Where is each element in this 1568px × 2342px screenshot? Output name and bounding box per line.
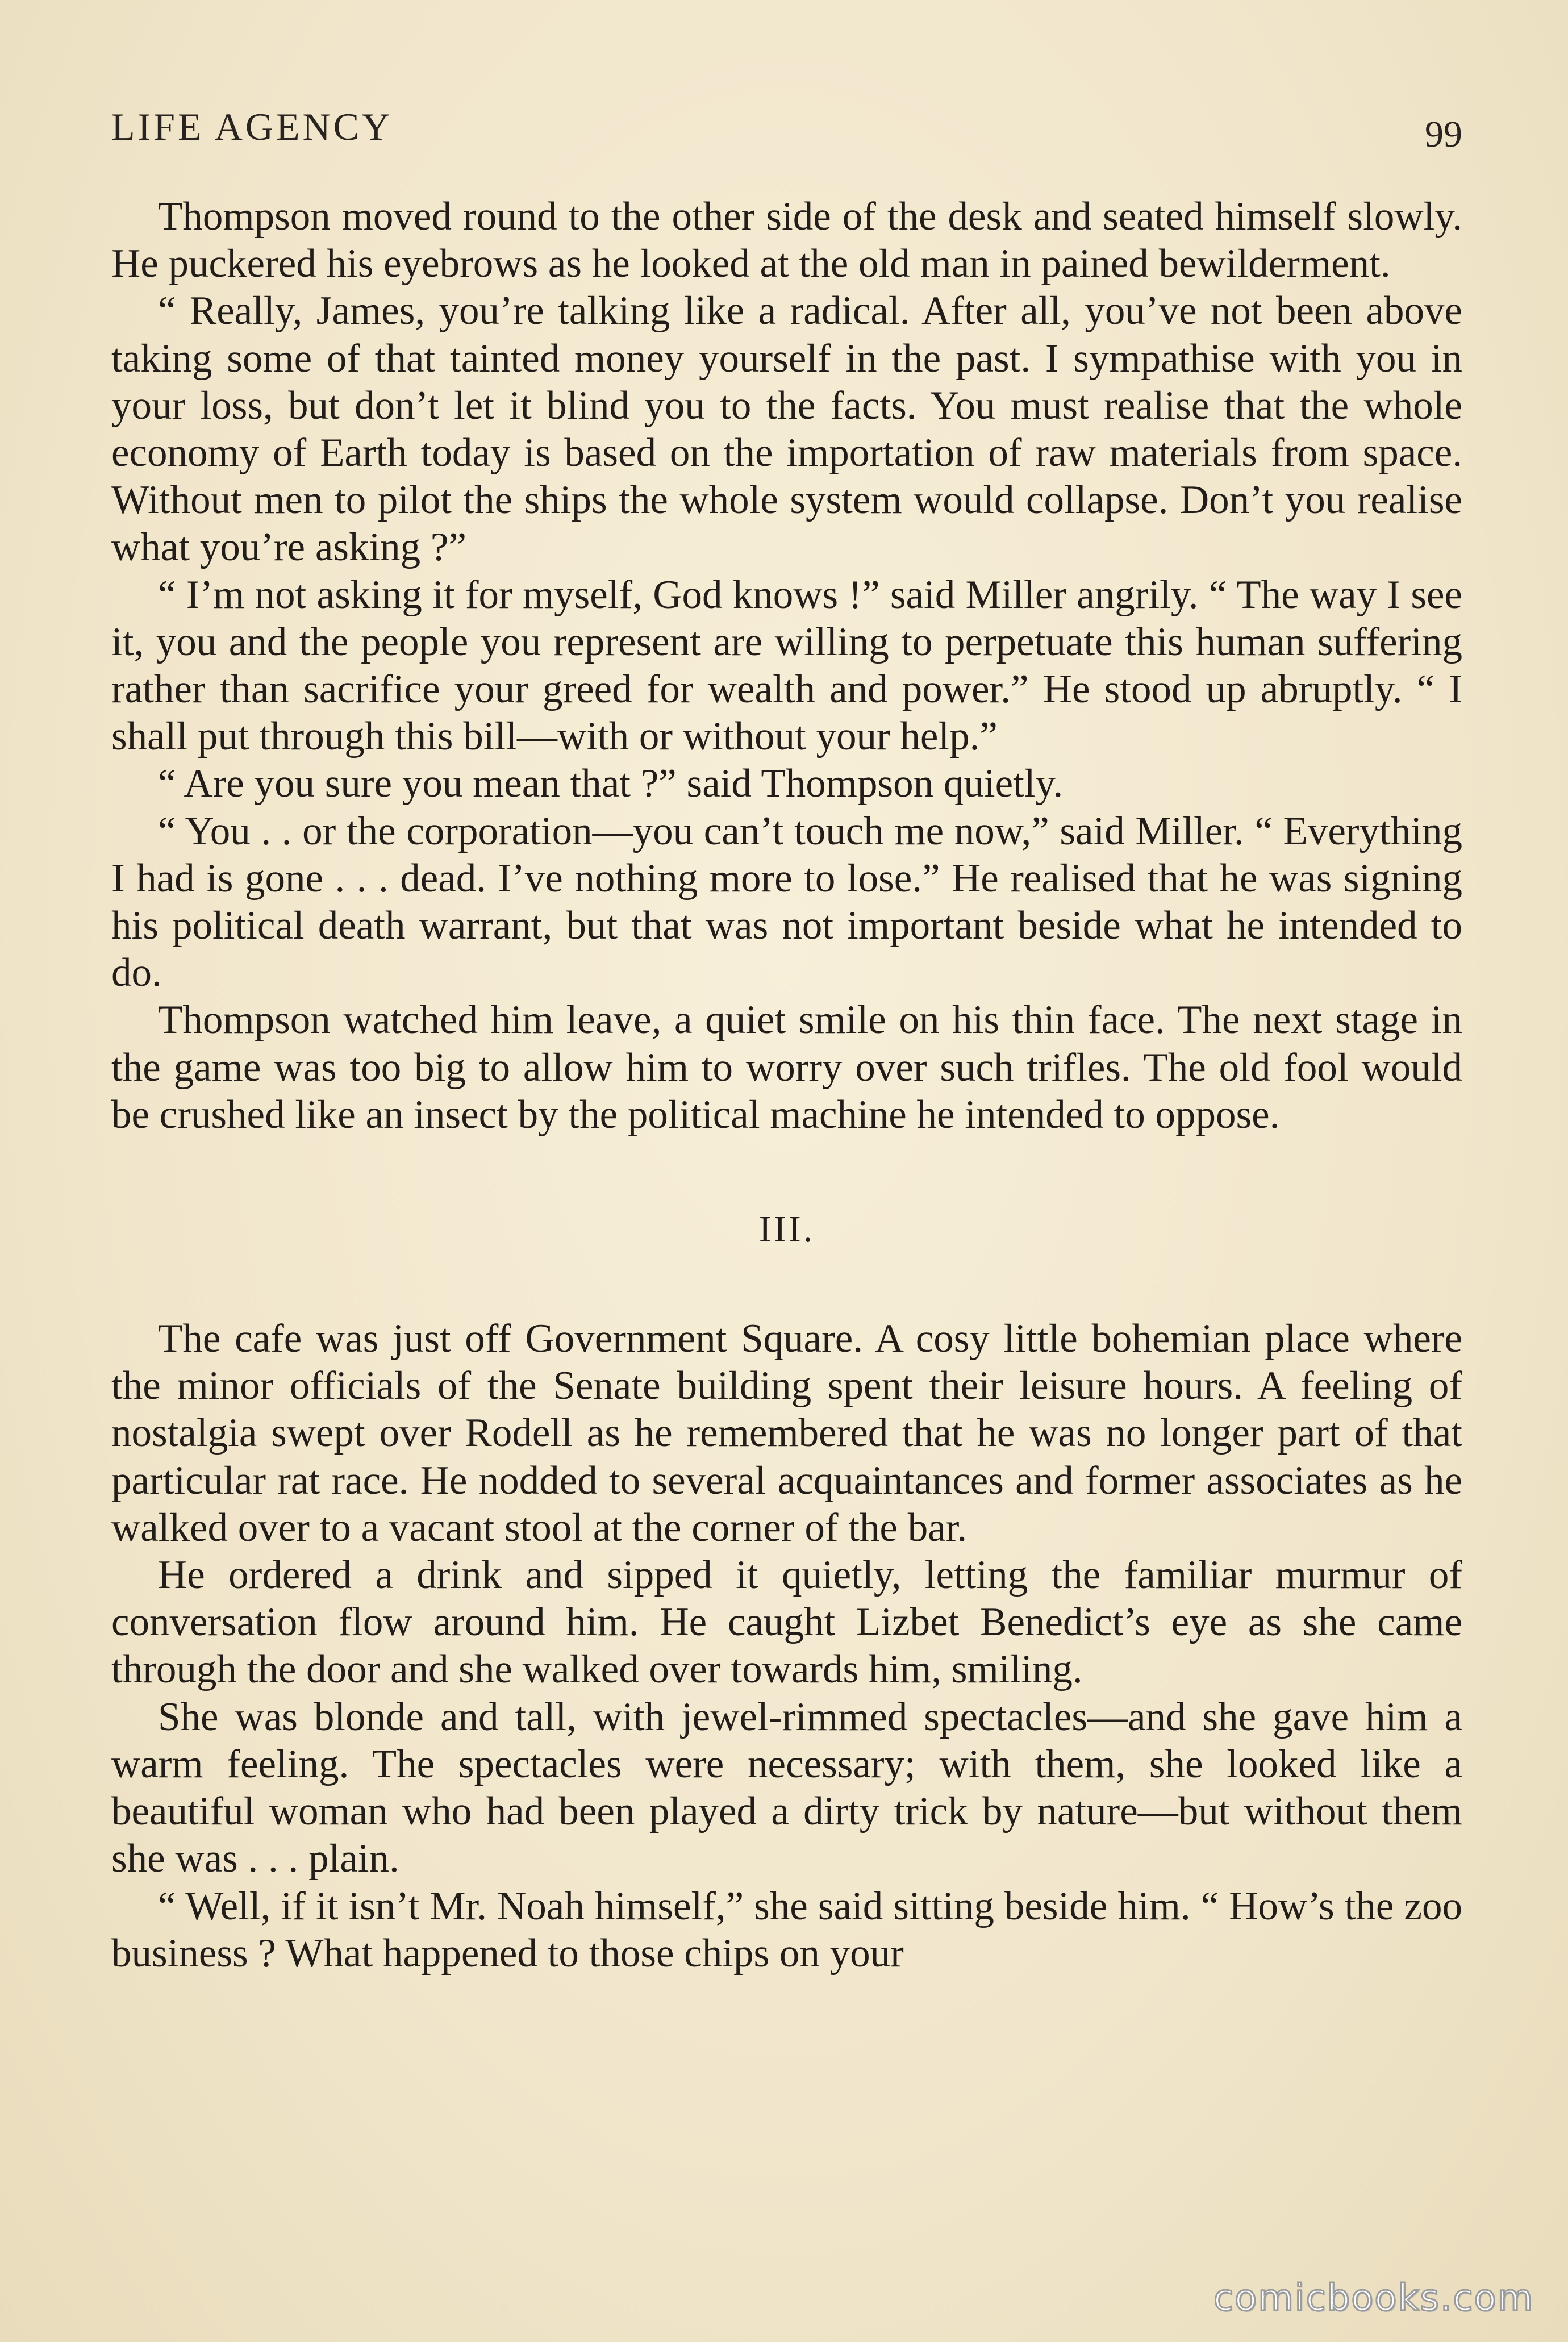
- paragraph: “ You . . or the corporation—you can’t touch me now,” said Miller. “ Everything I had is gone . . . dead. I’ve nothing more to lose.” He realised that he was signing his political death warrant, but that was not important beside what he intended to do.: [111, 809, 1462, 995]
- watermark: comicbooks.com: [1213, 2277, 1534, 2319]
- paragraph: The cafe was just off Government Square. A cosy little bohemian place where the minor officials of the Senate building spent their leisure hours. A feeling of nostalgia swept over Rodell as he remembered that he was no longer part of that particular rat race. He nodded to several acquaintances and former associates as he walked over to a vacant stool at the corner of the bar.: [111, 1316, 1462, 1550]
- paragraph: “ Well, if it isn’t Mr. Noah himself,” she said sitting beside him. “ How’s the zoo business ? What happened to those chips on your: [111, 1883, 1462, 1976]
- paragraph: “ Are you sure you mean that ?” said Thompson quietly.: [158, 761, 1064, 806]
- body-text: [111, 193, 1462, 1977]
- paragraph: She was blonde and tall, with jewel-rimmed spectacles—and she gave him a warm feeling. The spectacles were necessary; with them, she looked like a beautiful woman who had been played a dirty trick by nature—but without them she was . . . plain.: [111, 1694, 1462, 1881]
- page-header: [111, 101, 1462, 158]
- paragraph: Thompson moved round to the other side of the desk and seated himself slowly. He puckered his eyebrows as he looked at the old man in pained bewilderment.: [111, 194, 1462, 286]
- page-number: 99: [1425, 114, 1462, 155]
- running-head: LIFE AGENCY: [111, 105, 393, 148]
- paragraph: “ I’m not asking it for myself, God knows !” said Miller angrily. “ The way I see it, you and the people you represent are willing to perpetuate this human suffering rather than sacrifice your greed for wealth and power.” He stood up abruptly. “ I shall put through this bill—with or without your help.”: [111, 572, 1462, 759]
- paragraph: Thompson watched him leave, a quiet smile on his thin face. The next stage in the game was too big to allow him to worry over such trifles. The old fool would be crushed like an insect by the political machine he intended to oppose.: [111, 998, 1462, 1137]
- paragraph: He ordered a drink and sipped it quietly, letting the familiar murmur of conversation flow around him. He caught Lizbet Benedict’s eye as she came through the door and she walked over towards him, smiling.: [111, 1553, 1462, 1692]
- paragraph: “ Really, James, you’re talking like a radical. After all, you’ve not been above taking some of that tainted money yourself in the past. I sympathise with you in your loss, but don’t let it blind you to the facts. You must realise that the whole economy of Earth today is based on the importation of raw materials from space. Without men to pilot the ships the whole system would collapse. Don’t you realise what you’re asking ?”: [111, 289, 1462, 570]
- section-heading: III.: [758, 1208, 815, 1251]
